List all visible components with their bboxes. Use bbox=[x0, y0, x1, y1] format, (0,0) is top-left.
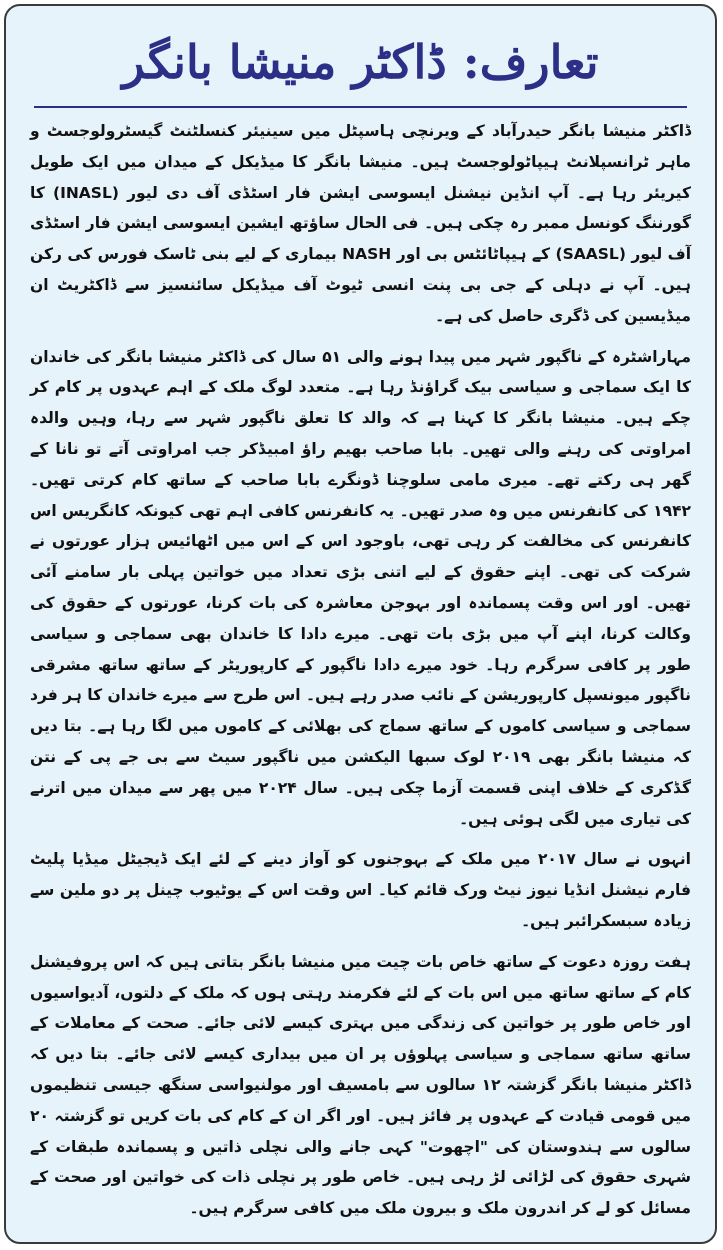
paragraph-family: مہاراشٹرہ کے ناگپور شہر میں پیدا ہونے والی ۵۱ سال کی ڈاکٹر منیشا بانگر کی خاندان کا ایک سماجی و سیاسی بیک گراؤنڈ رہا ہے۔ متعدد لوگ ملک کے اہم عہدوں پر کام کر چکے ہیں۔ منیشا بانگر کا کہنا ہے کہ والد کا تعلق ناگپور شہر سے رہا، وہیں والدہ امراوتی کی رہنے والی تھیں۔ بابا صاحب بھیم راؤ امبیڈکر جب امراوتی آتے تو نانا کے گھر ہی رکتے تھے۔ میری مامی سلوچنا ڈونگرے بابا صاحب کے ساتھ کام کرتی تھیں۔ ۱۹۴۲ کی کانفرنس میں وہ صدر تھیں۔ یہ کانفرنس کافی اہم تھی کیونکہ کانگریس اس کانفرنس کی مخالفت کر رہی تھی، باوجود اس کے اس میں اٹھائیس ہزار عورتوں نے شرکت کی تھی۔ اپنے حقوق کے لیے اتنی بڑی تعداد میں خواتین پہلی بار سامنے آئی تھیں۔ اور اس وقت پسماندہ اور بہوجن معاشرہ کی بات کرنا، عورتوں کے حقوق کی وکالت کرنا، اپنے آپ میں بڑی بات تھی۔ میرے دادا کا خاندان بھی سماجی و سیاسی طور پر کافی سرگرم رہا۔ خود میرے دادا ناگپور کے کارپوریٹر کے ساتھ ساتھ مشرقی ناگپور میونسپل کارپوریشن کے نائب صدر رہے ہیں۔ اس طرح سے میرے خاندان کا ہر فرد سماجی و سیاسی کاموں کے ساتھ سماج کی بھلائی کے کاموں میں لگا رہا ہے۔ بتا دیں کہ منیشا بانگر بھی ۲۰۱۹ لوک سبھا الیکشن میں ناگپور سیٹ سے بی جے پی کے نتن گڈکری کے خلاف اپنی قسمت آزما چکی ہیں۔ سال ۲۰۲۴ میں پھر سے میدان میں اترنے کی تیاری میں لگی ہوئی ہیں۔ bbox=[30, 347, 691, 828]
article-body bbox=[6, 108, 715, 1224]
paragraph-media: انہوں نے سال ۲۰۱۷ میں ملک کے بہوجنوں کو آواز دینے کے لئے ایک ڈیجیٹل میڈیا پلیٹ فارم نیشنل انڈیا نیوز نیٹ ورک قائم کیا۔ اس وقت اس کے یوٹیوب چینل پر دو ملین سے زیادہ سبسکرائبر ہیں۔ bbox=[30, 850, 691, 930]
paragraph-intro: ڈاکٹر منیشا بانگر حیدرآباد کے ویرنچی ہاسپٹل میں سینیئر کنسلٹنٹ گیسٹرولوجسٹ و ماہر ٹرانسپلانٹ ہیپاٹولوجسٹ ہیں۔ منیشا بانگر کا میڈیکل کے میدان میں ایک طویل کیریئر رہا ہے۔ آپ انڈین نیشنل ایسوسی ایشن فار اسٹڈی آف دی لیور (INASL) کا گورننگ کونسل ممبر رہ چکی ہیں۔ فی الحال ساؤتھ ایشین ایسوسی ایشن فار اسٹڈی آف لیور (SAASL) کے ہیپاٹائٹس بی اور NASH بیماری کے لیے بنی ٹاسک فورس کی رکن ہیں۔ آپ نے دہلی کے جی بی پنت انسی ٹیوٹ آف میڈیکل سائنسیز سے ڈاکٹریٹ ان میڈیسین کی ڈگری حاصل کی ہے۔ bbox=[30, 122, 692, 325]
paragraph-activism: ہفت روزہ دعوت کے ساتھ خاص بات چیت میں منیشا بانگر بتاتی ہیں کہ اس پروفیشنل کام کے ساتھ ساتھ میں اس بات کے لئے فکرمند رہتی ہوں کہ ملک کے دلتوں، آدیواسیوں اور خاص طور پر خواتین کی زندگی میں بہتری کیسے لائی جائے۔ صحت کے معاملات کے ساتھ ساتھ سماجی و سیاسی پہلوؤں پر ان میں بیداری کیسے لائی جائے۔ بتا دیں کہ ڈاکٹر منیشا بانگر گزشتہ ۱۲ سالوں سے بامسیف اور مولنیواسی سنگھ جیسی تنظیموں میں قومی قیادت کے عہدوں پر فائز ہیں۔ اور اگر ان کے کام کی بات کریں تو گزشتہ ۲۰ سالوں سے ہندوستان کی "اچھوت" کہی جانے والی نچلی ذاتیں و پسماندہ طبقات کے شہری حقوق کی لڑائی لڑ رہی ہیں۔ خاص طور پر نچلی ذات کی خواتین اور صحت کے مسائل کو لے کر اندرون ملک و بیرون ملک میں کافی سرگرم ہیں۔ bbox=[30, 952, 691, 1218]
article-title: تعارف: ڈاکٹر منیشا بانگر bbox=[122, 35, 599, 89]
article-card bbox=[4, 4, 717, 1244]
